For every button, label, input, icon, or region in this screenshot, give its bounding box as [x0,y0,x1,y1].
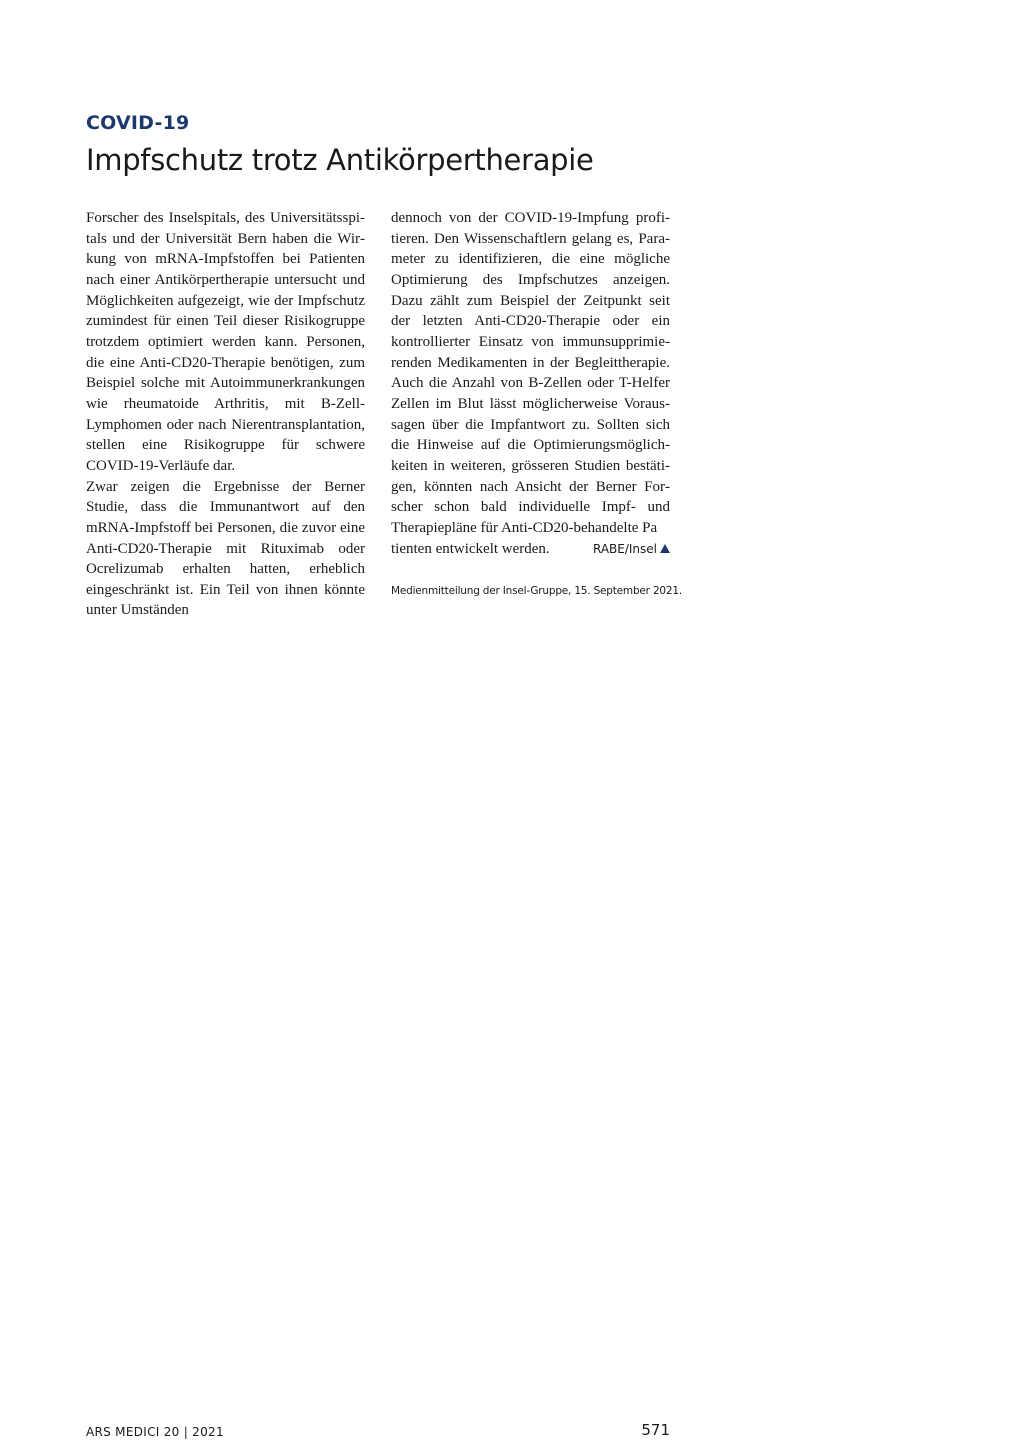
body-paragraph: dennoch von der COVID-19-Impfung profitieren. Den Wissenschaftlern gelang es, Parameter zu identifizieren, die eine mögliche Optimierung des Impfschutzes anzeigen. Dazu zählt zum Beispiel der Zeitpunkt seit der letzten Anti-CD20-Therapie oder ein kontrollierter Einsatz von immunsupprimierenden Medikamenten in der Begleittherapie. Auch die Anzahl von B-Zellen oder T-Helfer Zellen im Blut lässt möglicherweise Voraussagen über die Impfantwort zu. Sollten sich die Hinweise auf die Optimierungsmöglichkeiten in weiteren, grösseren Studien bestätigen, könnten nach Ansicht der Berner Forscher schon bald individuelle Impf- und Therapiepläne für Anti-CD20-behandelte Pa [391,210,670,536]
end-triangle-icon [660,544,670,553]
body-last-line: tienten entwickelt werden. [391,540,550,557]
body-paragraph: Zwar zeigen die Ergebnisse der Berner Studie, dass die Immunantwort auf den mRNA-Impfstoff bei Personen, die zuvor eine Anti-CD20-Therapie mit Rituximab oder Ocrelizumab erhalten hatten, erheblich eingeschränkt ist. Ein Teil von ihnen könnte unter Umständen [86,478,365,619]
article-column-left [86,208,365,621]
article-title: Impfschutz trotz Antikörpertherapie [86,143,594,177]
source-note: Medienmitteilung der Insel-Gruppe, 15. September 2021. [391,585,682,598]
section-kicker: COVID-19 [86,112,190,134]
credit-text: RABE/Insel [592,541,657,556]
page-number: 571 [641,1421,670,1439]
closing-line [391,539,670,560]
article-column-right [391,208,682,602]
author-credit [593,539,670,560]
body-paragraph: Forscher des Inselspitals, des Universitätsspitals und der Universität Bern haben die Wirkung von mRNA-Impfstoffen bei Patienten nach einer Antikörpertherapie untersucht und Möglichkeiten aufgezeigt, wie der Impfschutz zumindest für einen Teil dieser Risikogruppe trotzdem optimiert werden kann. Personen, die eine Anti-CD20-Therapie benötigen, zum Beispiel solche mit Autoimmunerkrankungen wie rheumatoide Arthritis, mit B-Zell-Lymphomen oder nach Nierentransplantation, stellen eine Risikogruppe für schwere COVID-19-Verläufe dar. [86,210,365,474]
journal-footer: ARS MEDICI 20 | 2021 [86,1425,224,1439]
